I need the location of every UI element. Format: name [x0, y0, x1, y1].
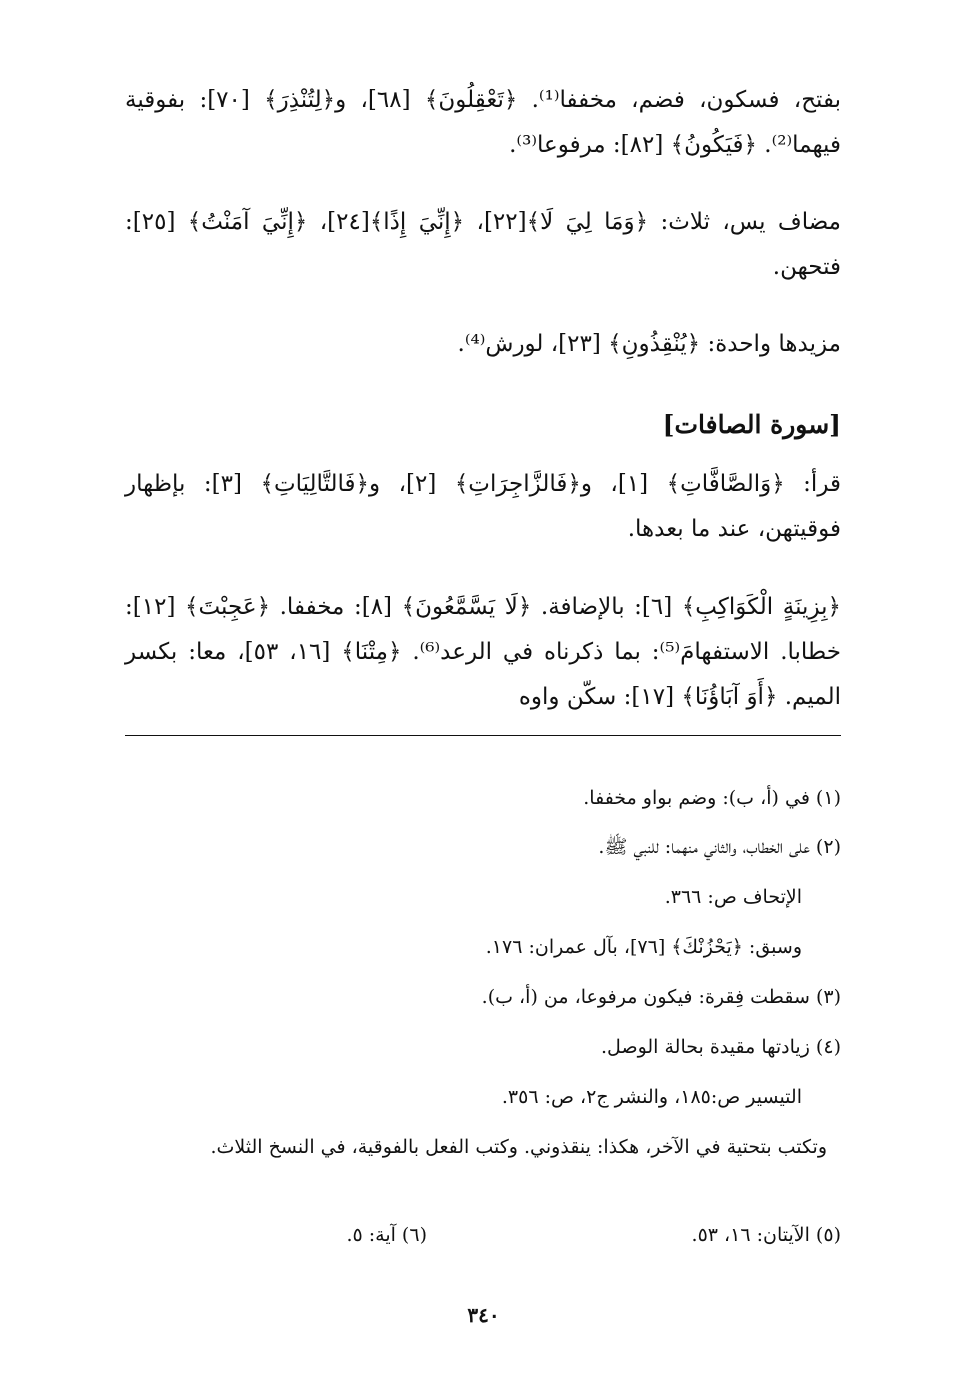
paragraph-ya-sin-zawaid: مزيدها واحدة: ﴿يُنْقِذُونِ﴾ [٢٣]، لورش⁽⁴⁾.: [457, 331, 841, 357]
paragraph-saffat-1: قرأ: ﴿وَالصَّافَّاتِ﴾ [١]، و﴿فَالزَّاجِرَاتِ﴾ [٢]، و﴿فَالتَّالِيَاتِ﴾ [٣]: بإظهار فوقيتهن، عند ما بعدها.: [125, 471, 842, 542]
footnote-6: (٦) آية: ٥.: [346, 1224, 427, 1246]
footnote-3: (٣) سقطت فِقرة: فيكون مرفوعا، من (أ، ب).: [481, 986, 841, 1008]
page-number: ٣٤٠: [467, 1303, 500, 1327]
footnote-4-note: وتكتب بتحتية في الآخر، هكذا: ينقذوني. وكتب الفعل بالفوقية، في النسخ الثلاث.: [210, 1136, 827, 1158]
footnote-2: (٢) على الخطاب، والثاني منهما: للنبي ﷺ.: [598, 836, 841, 858]
footnote-4-source: التيسير ص:١٨٥، والنشر ج٢، ص: ٣٥٦.: [501, 1086, 802, 1108]
footnote-5: (٥) الآيتان: ١٦، ٥٣.: [691, 1224, 841, 1246]
footnote-2-note: وسبق: ﴿يَحْزُنْكَ﴾ [٧٦]، بآل عمران: ١٧٦.: [485, 936, 802, 958]
paragraph-ya-sin-readings: بفتح، فسكون، فضم، مخففا⁽¹⁾. ﴿تَعْقِلُونَ﴾ [٦٨]، و﴿لِتُنْذِرَ﴾ [٧٠]: بفوقية فيهما⁽²⁾. ﴿فَيَكُونُ﴾ [٨٢]: مرفوعا⁽³⁾.: [125, 87, 842, 158]
paragraph-ya-sin-idafa: مضاف يس، ثلاث: ﴿وَمَا لِيَ لَا﴾[٢٢]، ﴿إِنِّيَ إِذًا﴾[٢٤]، ﴿إِنِّيَ آمَنْتُ﴾ [٢٥]: فتحهن.: [125, 209, 841, 280]
footnote-divider: [125, 735, 841, 736]
footnote-1: (١) في (أ، ب): وضم بواو مخففا.: [583, 787, 841, 809]
footnote-2-source: الإتحاف ص: ٣٦٦.: [664, 886, 802, 908]
paragraph-saffat-2: ﴿بِزِينَةٍ الْكَوَاكِبِ﴾ [٦]: بالإضافة. ﴿لَا يَسَّمَّعُونَ﴾ [٨]: مخففا. ﴿عَجِبْتَ﴾ [١٢]: خطابا. الاستفهامَ⁽⁵⁾: بما ذكرناه في الرعد⁽⁶⁾. ﴿مِتْنَا﴾ [١٦، ٥٣]، معا: بكسر الميم. ﴿أَوَ آبَاؤُنَا﴾ [١٧]: سكّن واوه: [125, 594, 842, 710]
footnote-4: (٤) زيادتها مقيدة بحالة الوصل.: [601, 1036, 841, 1058]
surah-heading: [سورة الصافات]: [662, 410, 841, 439]
